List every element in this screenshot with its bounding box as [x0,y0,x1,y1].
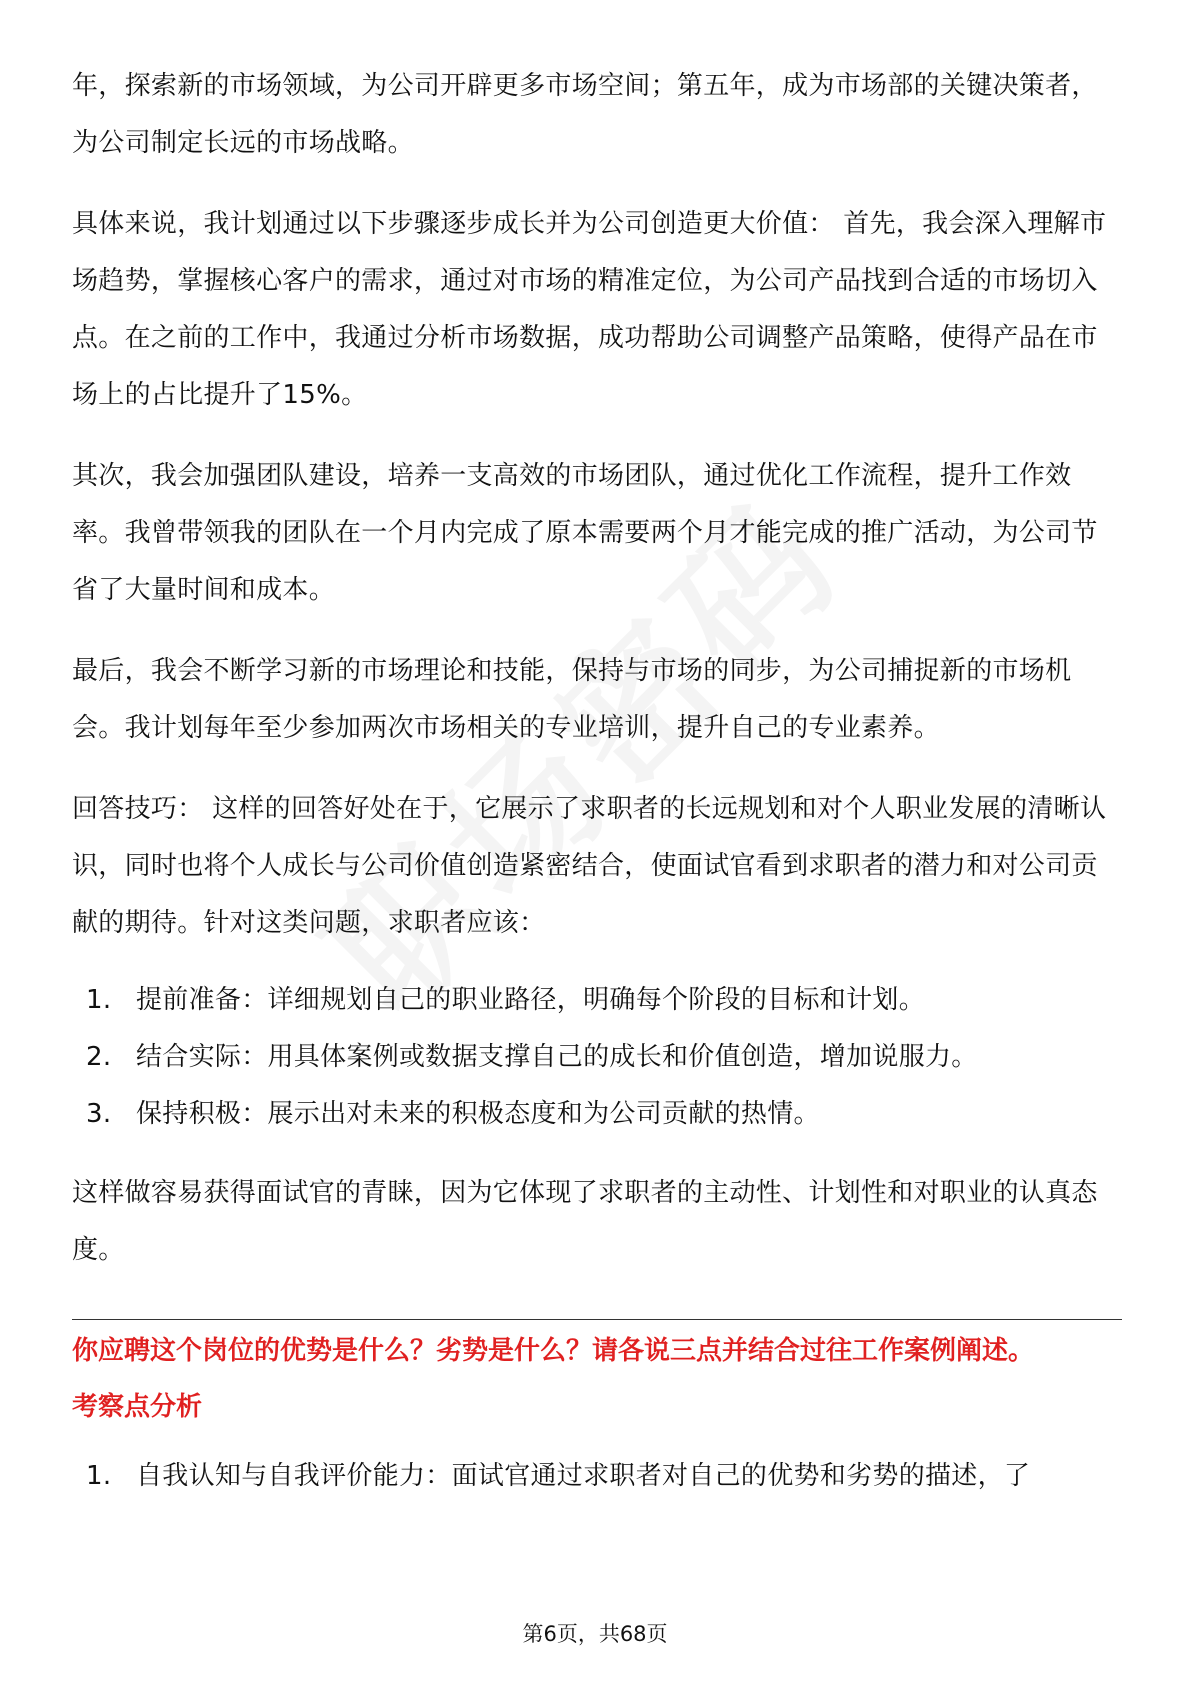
paragraph-conclusion: 这样做容易获得面试官的青睐，因为它体现了求职者的主动性、计划性和对职业的认真态度。 [72,1178,1098,1265]
tips-list [72,972,1122,1143]
paragraph-answer-tips: 回答技巧： 这样的回答好处在于，它展示了求职者的长远规划和对个人职业发展的清晰认识，同时也将个人成长与公司价值创造紧密结合，使面试官看到求职者的潜力和对公司贡献的期待。针对这类问题，求职者应该： [72,794,1107,938]
paragraph-team-building: 其次，我会加强团队建设，培养一支高效的市场团队，通过优化工作流程，提升工作效率。我曾带领我的团队在一个月内完成了原本需要两个月才能完成的推广活动，为公司节省了大量时间和成本。 [72,461,1098,605]
list-number: 3. [86,1099,112,1129]
list-number: 1. [86,1461,112,1491]
paragraph-specific-steps: 具体来说，我计划通过以下步骤逐步成长并为公司创造更大价值： 首先，我会深入理解市场趋势，掌握核心客户的需求，通过对市场的精准定位，为公司产品找到合适的市场切入点。在之前的工作中，我通过分析市场数据，成功帮助公司调整产品策略，使得产品在市场上的占比提升了15%。 [72,209,1107,410]
list-item [72,1029,1122,1086]
paragraph-continuous-learning: 最后，我会不断学习新的市场理论和技能，保持与市场的同步，为公司捕捉新的市场机会。我计划每年至少参加两次市场相关的专业培训，提升自己的专业素养。 [72,656,1072,743]
section-divider [72,1319,1122,1320]
list-number: 1. [86,985,112,1015]
list-item [72,1086,1122,1143]
list-item [72,1448,1122,1505]
page-number-footer: 第6页，共68页 [522,1622,668,1646]
list-text: 结合实际：用具体案例或数据支撑自己的成长和价值创造，增加说服力。 [136,1042,978,1072]
question-heading: 你应聘这个岗位的优势是什么？劣势是什么？请各说三点并结合过往工作案例阐述。 [72,1336,1035,1366]
list-text: 保持积极：展示出对未来的积极态度和为公司贡献的热情。 [136,1099,820,1129]
list-number: 2. [86,1042,112,1072]
list-text: 自我认知与自我评价能力：面试官通过求职者对自己的优势和劣势的描述，了 [136,1461,1031,1491]
list-item [72,972,1122,1029]
analysis-list [72,1448,1122,1505]
document-body [72,58,1122,1505]
analysis-heading: 考察点分析 [72,1392,203,1422]
paragraph-career-plan-end: 年，探索新的市场领域，为公司开辟更多市场空间；第五年，成为市场部的关键决策者，为公司制定长远的市场战略。 [72,71,1098,158]
list-text: 提前准备：详细规划自己的职业路径，明确每个阶段的目标和计划。 [136,985,926,1015]
